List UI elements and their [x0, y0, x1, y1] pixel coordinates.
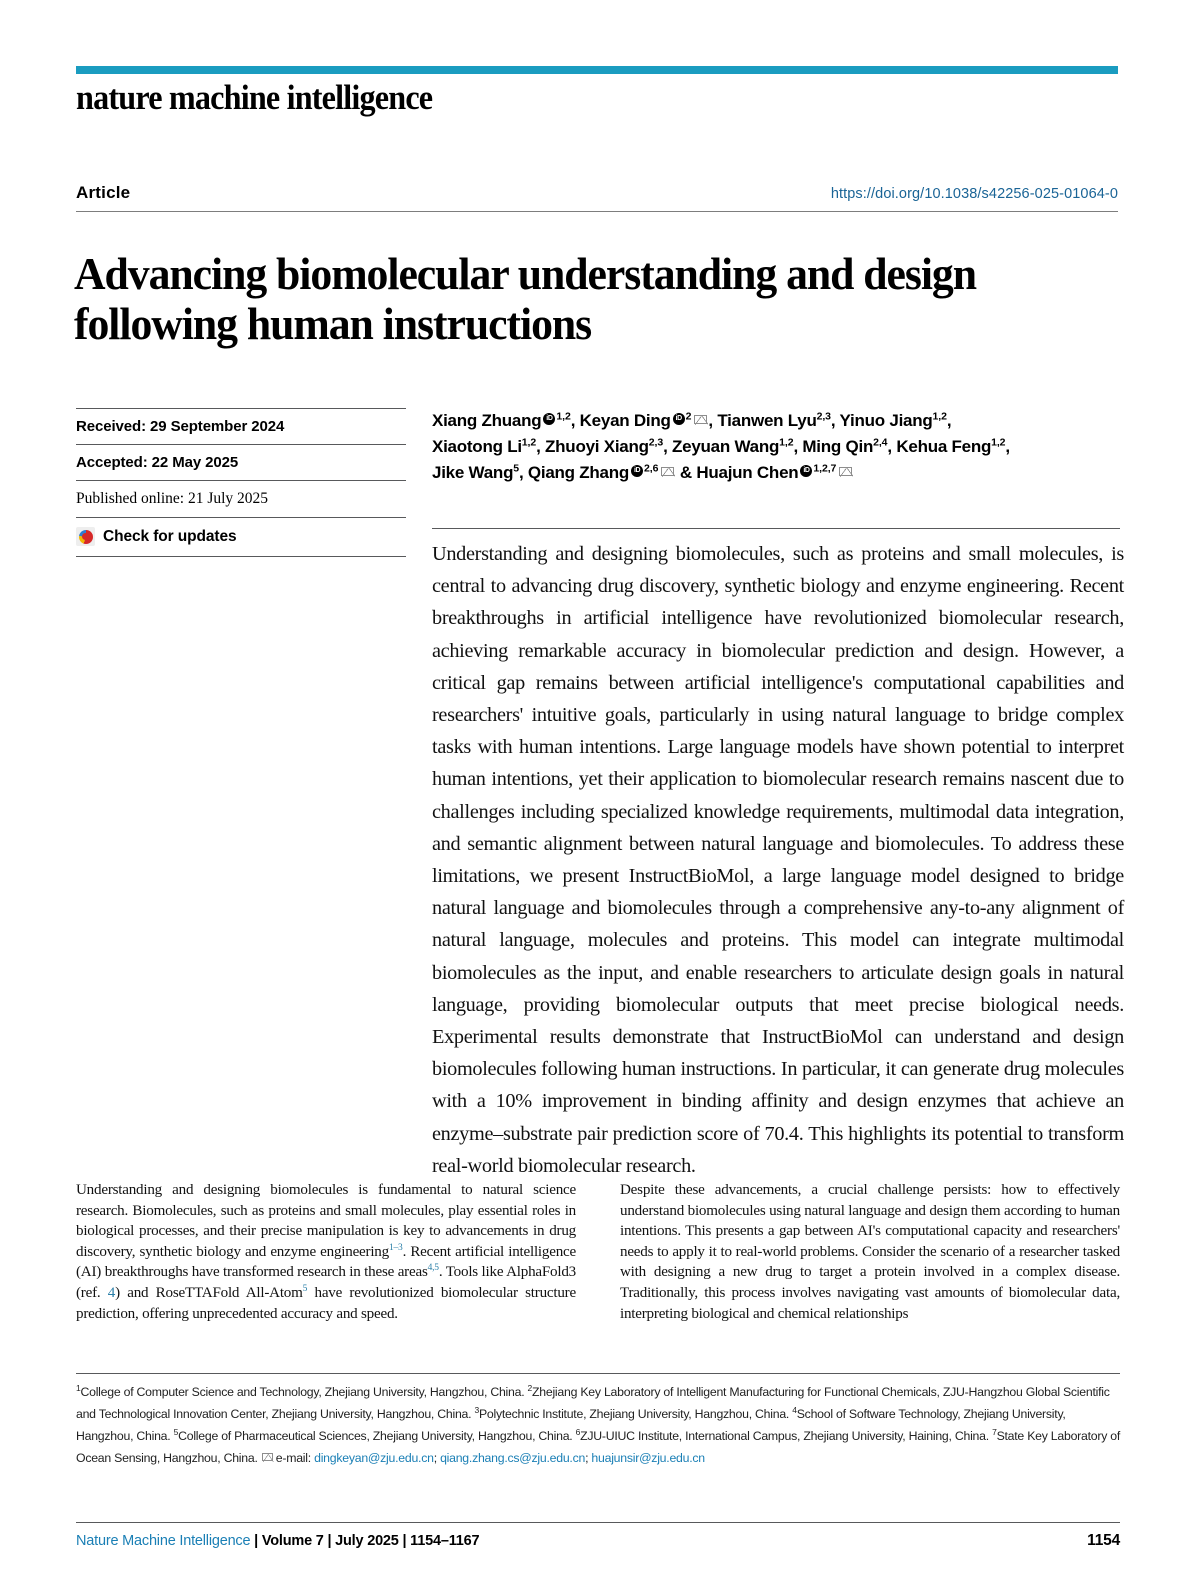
- citation-ref[interactable]: 5: [302, 1283, 308, 1294]
- abstract-text: Understanding and designing biomolecules, such as proteins and small molecules, is central to advancing drug discovery, synthetic biology and enzyme engineering. Recent breakthroughs in artificial intelligence have revolutionized biomolecular research, achieving remarkable accuracy in biomolecular prediction and design. However, a critical gap remains between artificial intelligence's computational capabilities and researchers' intuitive goals, particularly in using natural language to bridge complex tasks with human intentions. Large language models have shown potential to interpret human intentions, yet their application to biomolecular research remains nascent due to challenges including specialized knowledge requirements, multimodal data integration, and semantic alignment between natural language and biomolecules. To address these limitations, we present InstructBioMol, a large language model designed to bridge natural language and biomolecules through a comprehensive any-to-any alignment of natural language, molecules and proteins. This model can integrate multimodal biomolecules as the input, and enable researchers to articulate design goals in natural language, providing biomolecular outputs that meet precise biological needs. Experimental results demonstrate that InstructBioMol can understand and design biomolecules following human instructions. In particular, it can generate drug molecules with a 10% improvement in binding affinity and design enzymes that achieve an enzyme–substrate pair prediction score of 70.4. This highlights its potential to transform real-world biomolecular research.: [432, 543, 1124, 1177]
- orcid-icon[interactable]: [800, 465, 812, 477]
- affiliation-text: College of Computer Science and Technology, Zhejiang University, Hangzhou, China.: [80, 1385, 528, 1399]
- check-for-updates-label: Check for updates: [103, 527, 237, 545]
- author-name: Jike Wang: [432, 463, 514, 482]
- email-label: e-mail:: [275, 1451, 315, 1465]
- author-affiliation-sup: 1,2,7: [813, 462, 837, 475]
- author-affiliation-sup: 1,2: [779, 436, 794, 449]
- citation-ref[interactable]: 4,5: [427, 1263, 439, 1274]
- publication-dates-panel: [76, 408, 406, 557]
- author-list: Xiang Zhuang iD $^{1,2}$, Keyan Ding iD $^2$ , Tianwen Lyu$^{2,3}$, Yinuo Jiang$^{1,2}$, Xiaotong Li$^{1,2}$, Zhuoyi Xiang$^{2,3}$, Zeyuan Wang$^{1,2}$, Ming Qin$^{2,4}$, Kehua Feng$^{1,2}$, Jike Wang$^5$, Qiang Zhang iD $^{2,6}$ & Huajun Chen iD $^{1,2,7}$: [432, 408, 1120, 486]
- doi-link[interactable]: https://doi.org/10.1038/s42256-025-01064-0: [830, 186, 1118, 202]
- author-name: , Qiang Zhang: [518, 463, 630, 482]
- affiliations-block: [76, 1381, 1122, 1469]
- author-affiliation-sup: 2,6: [644, 462, 659, 475]
- author-name: Xiang Zhuang: [432, 411, 542, 430]
- orcid-icon[interactable]: [673, 413, 685, 425]
- email-envelope-icon[interactable]: [694, 415, 707, 424]
- corresponding-email-3[interactable]: huajunsir@zju.edu.cn: [591, 1451, 705, 1465]
- check-for-updates-button[interactable]: [76, 517, 406, 557]
- footer-journal-name: Nature Machine Intelligence: [76, 1533, 251, 1549]
- body-text: . Recent artificial intelligence (AI) breakthroughs have transformed research in these areas: [76, 1243, 576, 1281]
- body-columns: [76, 1180, 1120, 1324]
- author-affiliation-sup: 1,2: [556, 410, 571, 423]
- page-title: Advancing biomolecular understanding and design following human instructions: [74, 247, 977, 349]
- author-name: & Huajun Chen: [679, 463, 799, 482]
- footer-volume-info: | Volume 7 | July 2025 | 1154–1167: [250, 1533, 480, 1549]
- email-separator: ;: [433, 1451, 441, 1465]
- published-date: Published online: 21 July 2025: [76, 480, 406, 517]
- crossmark-icon: [76, 527, 95, 546]
- affiliation-number: 3: [474, 1404, 479, 1415]
- body-column-left: [76, 1180, 576, 1324]
- author-name: , Yinuo Jiang: [830, 411, 933, 430]
- abstract-divider: [432, 528, 1120, 529]
- footer-divider: [76, 1522, 1120, 1523]
- corresponding-email-2[interactable]: qiang.zhang.cs@zju.edu.cn: [440, 1451, 586, 1465]
- footer-citation: [76, 1533, 479, 1549]
- affiliations-divider: [76, 1373, 1120, 1374]
- body-text: ) and RoseTTAFold All-Atom: [115, 1284, 303, 1301]
- accepted-date: Accepted: 22 May 2025: [76, 444, 406, 480]
- masthead-accent-bar: [76, 66, 1118, 74]
- affiliation-text: State Key Laboratory of Ocean Sensing, Hangzhou, China.: [76, 1429, 1121, 1465]
- author-affiliation-sup: 2,3: [816, 410, 831, 423]
- author-affiliation-sup: 2,3: [648, 436, 664, 449]
- header-divider: [76, 211, 1118, 212]
- author-affiliation-sup: 1,2: [521, 436, 537, 449]
- author-affiliation-sup: 1,2: [932, 410, 947, 423]
- orcid-icon[interactable]: [543, 413, 555, 425]
- email-envelope-icon[interactable]: [661, 467, 674, 476]
- body-column-right: Despite these advancements, a crucial challenge persists: how to effectively understand biomolecules using natural language and design them according to human intentions. This presents a gap between AI's computational capacity and researchers' needs to apply it to real-world problems. Consider the scenario of a researcher tasked with designing a new drug to target a protein involved in a complex disease. Traditionally, this process involves navigating vast amounts of biomolecular data, interpreting biological and chemical relationships: [620, 1182, 1120, 1322]
- author-name: , Zhuoyi Xiang: [536, 437, 649, 456]
- affiliation-number: 1: [76, 1382, 81, 1393]
- affiliation-number: 4: [792, 1404, 797, 1415]
- page-number: 1154: [1087, 1532, 1120, 1549]
- body-text: . Tools like AlphaFold3 (ref.: [76, 1264, 577, 1301]
- affiliation-text: School of Software Technology, Zhejiang University, Hangzhou, China.: [76, 1407, 1066, 1443]
- affiliation-number: 6: [575, 1426, 581, 1437]
- orcid-icon[interactable]: [631, 465, 643, 477]
- affiliation-text: Polytechnic Institute, Zhejiang University, Hangzhou, China.: [478, 1407, 793, 1421]
- body-text: have revolutionized biomolecular structure prediction, offering unprecedented accuracy and speed.: [76, 1284, 576, 1322]
- affiliation-text: ZJU-UIUC Institute, International Campus, Zhejiang University, Haining, China.: [580, 1429, 993, 1443]
- article-type-label: Article: [76, 183, 131, 202]
- affiliation-text: College of Pharmaceutical Sciences, Zhejiang University, Hangzhou, China.: [178, 1429, 576, 1443]
- author-name: , Keyan Ding: [570, 411, 671, 430]
- author-name: , Kehua Feng: [887, 437, 992, 456]
- author-affiliation-sup: 5: [513, 462, 519, 475]
- author-affiliation-sup: 1,2: [991, 436, 1006, 449]
- citation-ref[interactable]: 1–3: [388, 1242, 403, 1253]
- article-header-row: [76, 183, 1118, 203]
- body-text: Understanding and designing biomolecules is fundamental to natural science research. Biomolecules, such as proteins and small molecules, play essential roles in biological processes, and their precise manipulation is key to advancements in drug discovery, synthetic biology and enzyme engineering: [76, 1182, 576, 1260]
- page-footer: [76, 1532, 1120, 1550]
- email-envelope-icon[interactable]: [839, 467, 852, 476]
- received-date: Received: 29 September 2024: [76, 408, 406, 444]
- author-affiliation-sup: 2: [685, 410, 692, 423]
- affiliation-number: 5: [173, 1426, 179, 1437]
- affiliation-text: Zhejiang Key Laboratory of Intelligent Manufacturing for Functional Chemicals, ZJU-Hangzhou Global Scientific and Technological Innovation Center, Zhejiang University, Hangzhou, China.: [76, 1385, 1110, 1421]
- author-name: , Tianwen Lyu: [708, 411, 817, 430]
- author-name: , Ming Qin: [793, 437, 874, 456]
- affiliation-number: 7: [992, 1426, 997, 1437]
- citation-ref-inline[interactable]: 4: [107, 1284, 116, 1301]
- corresponding-email-1[interactable]: dingkeyan@zju.edu.cn: [314, 1451, 434, 1465]
- author-name: Xiaotong Li: [432, 437, 522, 456]
- email-envelope-icon: [262, 1453, 273, 1461]
- author-affiliation-sup: 2,4: [873, 436, 888, 449]
- author-name: , Zeyuan Wang: [663, 437, 780, 456]
- email-separator: ;: [585, 1451, 592, 1465]
- journal-masthead: nature machine intelligence: [76, 78, 433, 117]
- affiliation-number: 2: [527, 1382, 533, 1393]
